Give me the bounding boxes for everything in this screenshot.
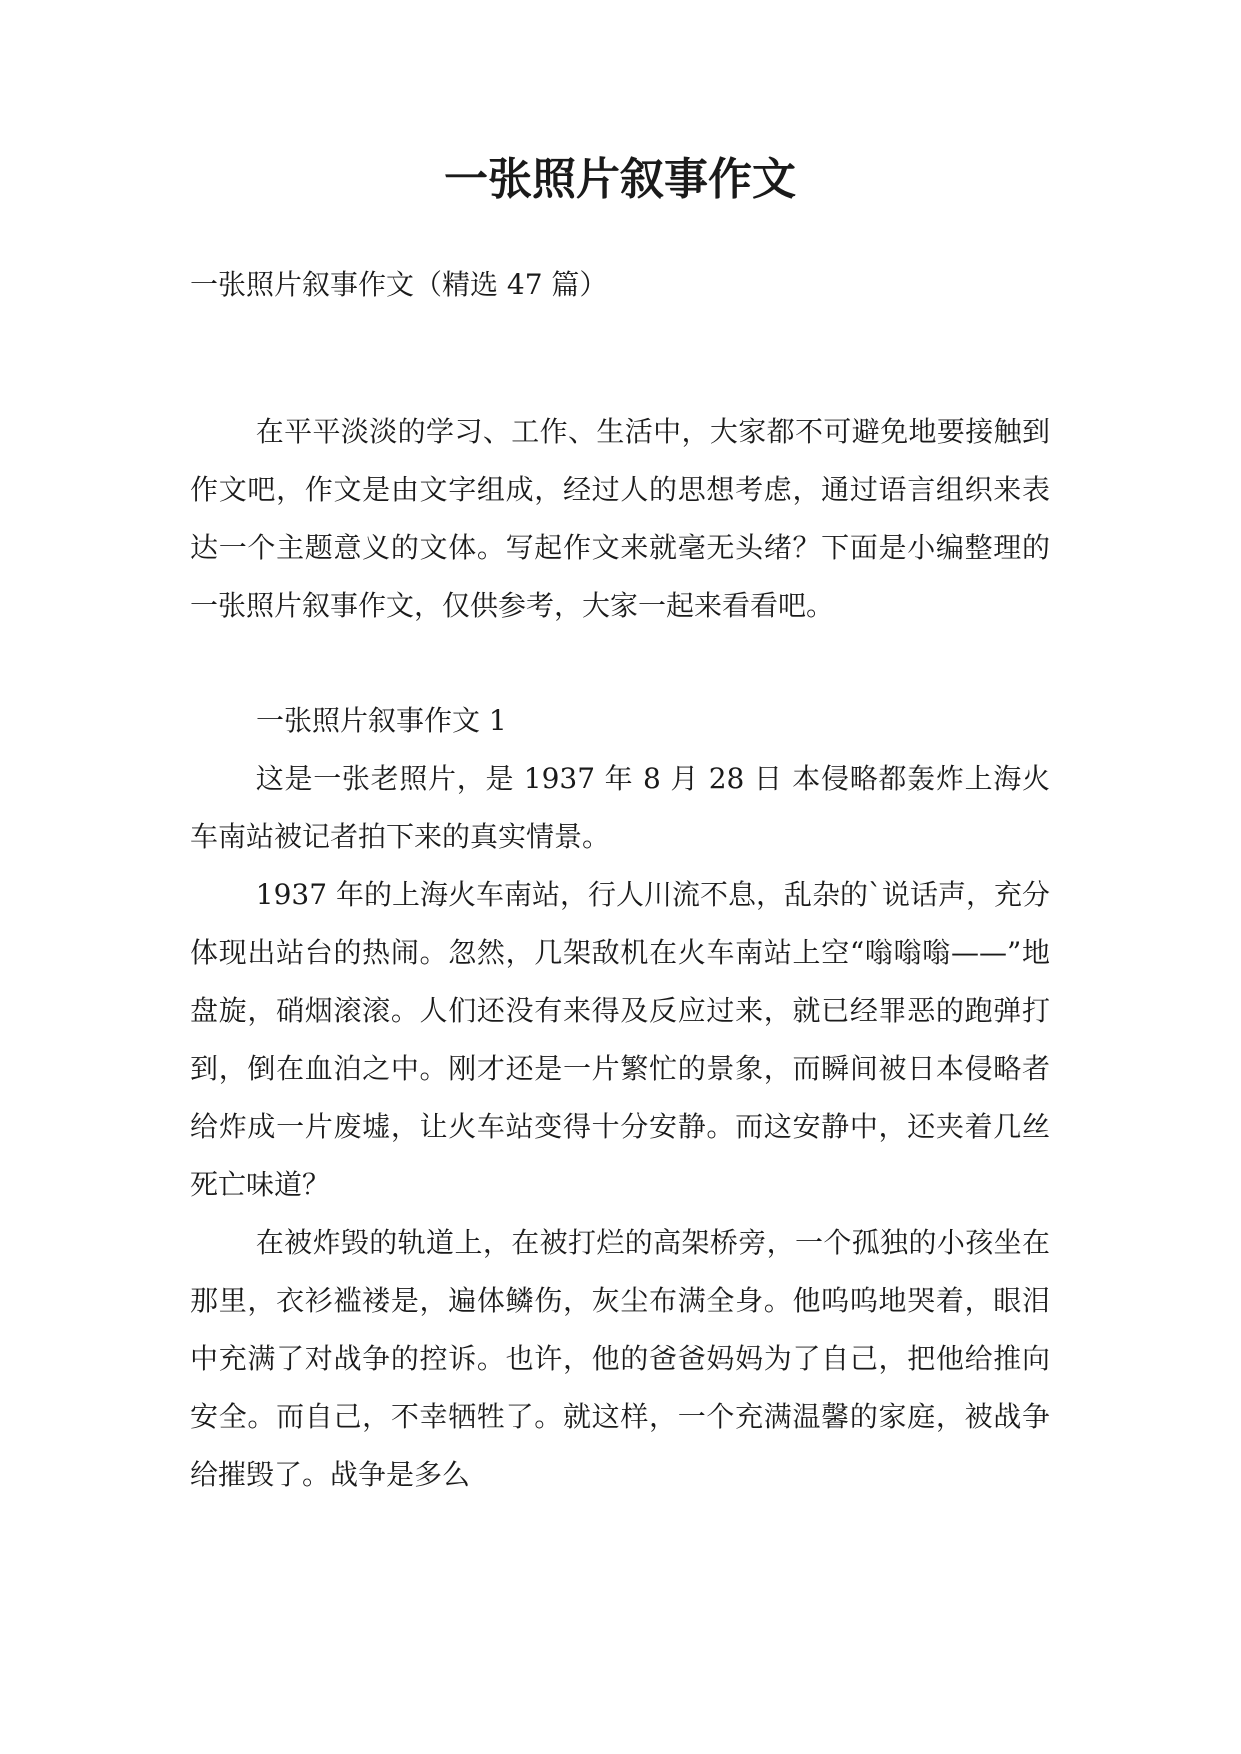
document-body [190,403,1050,1504]
document-page [190,0,1050,1754]
body-paragraph: 这是一张老照片，是 1937 年 8 月 28 日 本侵略都轰炸上海火车南站被记者拍下来的真实情景。 [190,762,1050,853]
intro-paragraph: 在平平淡淡的学习、工作、生活中，大家都不可避免地要接触到作文吧，作文是由文字组成，经过人的思想考虑，通过语言组织来表达一个主题意义的文体。写起作文来就毫无头绪？下面是小编整理的一张照片叙事作文，仅供参考，大家一起来看看吧。 [190,415,1050,622]
document-subtitle: 一张照片叙事作文（精选 47 篇） [190,268,608,301]
section-heading: 一张照片叙事作文 1 [256,704,507,737]
body-paragraph: 1937 年的上海火车南站，行人川流不息，乱杂的`说话声，充分体现出站台的热闹。忽然，几架敌机在火车南站上空“嗡嗡嗡——”地盘旋，硝烟滚滚。人们还没有来得及反应过来，就已经罪恶的跑弹打到，倒在血泊之中。刚才还是一片繁忙的景象，而瞬间被日本侵略者给炸成一片废墟，让火车站变得十分安静。而这安静中，还夹着几丝死亡味道？ [190,878,1050,1201]
body-paragraph: 在被炸毁的轨道上，在被打烂的高架桥旁，一个孤独的小孩坐在那里，衣衫褴褛是，遍体鳞伤，灰尘布满全身。他呜呜地哭着，眼泪中充满了对战争的控诉。也许，他的爸爸妈妈为了自己，把他给推向安全。而自己，不幸牺牲了。就这样，一个充满温馨的家庭，被战争给摧毁了。战争是多么 [190,1226,1050,1491]
document-title: 一张照片叙事作文 [444,154,796,205]
